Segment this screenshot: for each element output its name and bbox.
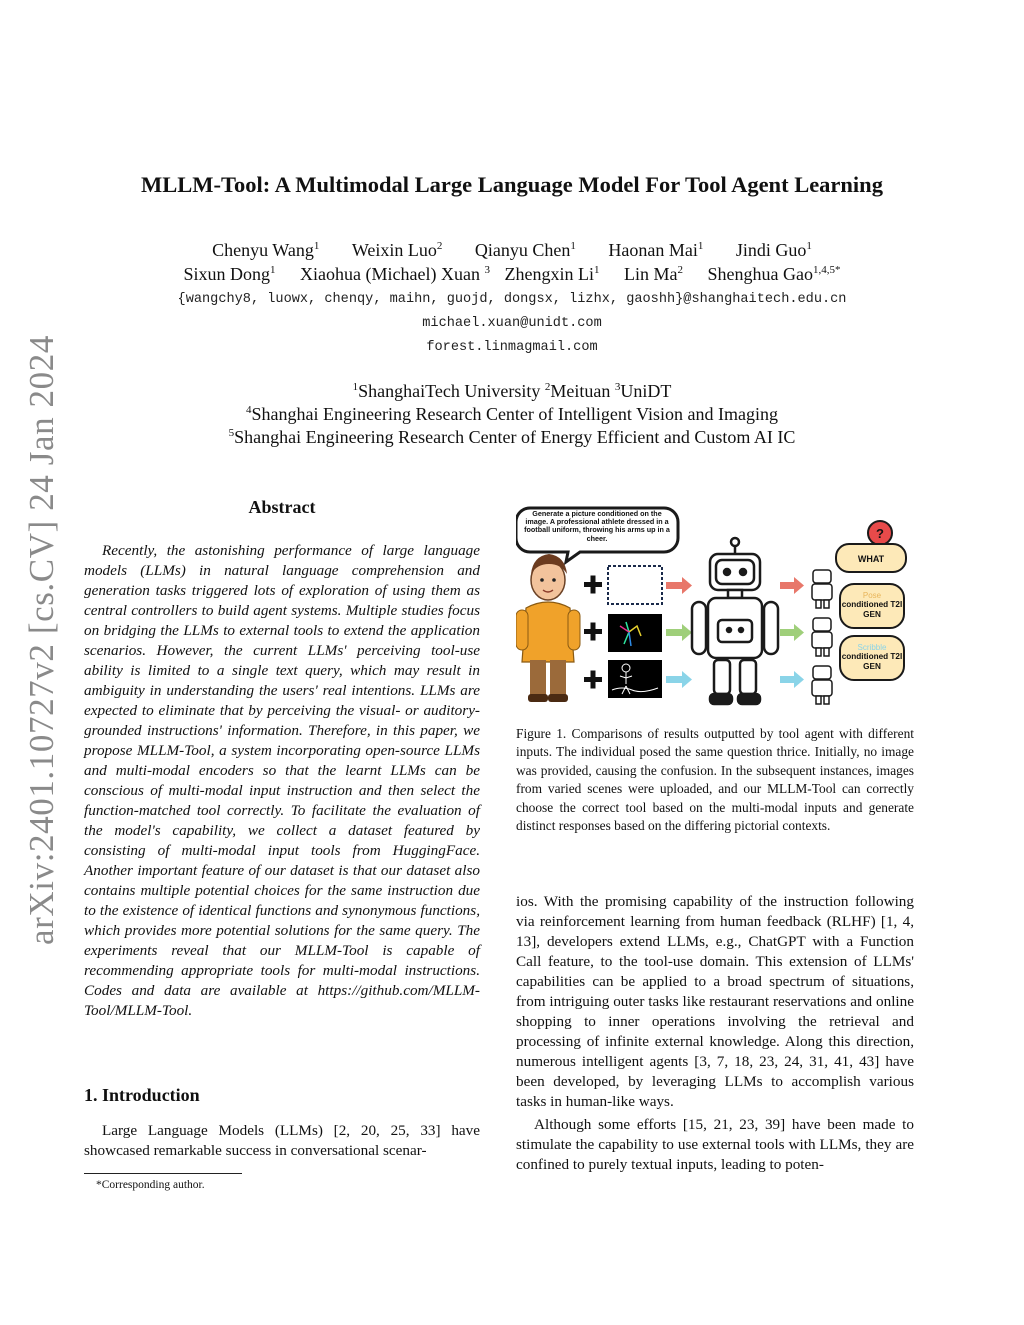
author-list-row-1 (0, 240, 1024, 261)
pose-image (608, 614, 662, 652)
person-illustration (516, 554, 580, 702)
author-list-row-2 (0, 264, 1024, 285)
affiliation-line-1: $^1$ShanghaiTech University $^2$Meituan $^3$UniDT (352, 381, 672, 401)
abstract-heading: Abstract (248, 497, 316, 517)
figure-1-caption: Figure 1. Comparisons of results outputted by tool agent with different inputs. The individual posed the same question thrice. Initially, no image was provided, causing the confusion. In the subsequent instances, images from varied scenes were uploaded, and our MLLM-Tool can correctly choose the correct tool based on the multi-modal inputs and generate distinct responses based on the differing pictorial contexts. (516, 726, 914, 834)
email-line-2: michael.xuan@unidt.com (422, 316, 602, 331)
footnote: *Corresponding author. (96, 1179, 205, 1191)
affiliation-line-2: $^4$Shanghai Engineering Research Center of Intelligent Vision and Imaging (246, 404, 778, 424)
author: Jindi Guo$^1$ (735, 240, 812, 260)
author: Zhengxin Li$^1$ (504, 264, 600, 284)
introduction-paragraph: ios. With the promising capability of the instruction following via reinforcement learning from human feedback (RLHF) [1, 4, 13], developers extend LLMs, e.g., ChatGPT with a Function Call feature, to the tool-use domain. This extension of LLMs' capabilities can be applied to a broad spectrum of situations, from intriguing outer tasks like restaurant reservations and online shopping to inner operations involving the retrieval and processing of infinite external knowledge. Along this direction, numerous intelligent agents [3, 7, 18, 23, 24, 31, 41, 43] have been developed, by leveraging LLMs to accomplish various tasks in human-like ways. (516, 893, 914, 1110)
introduction-right-column (516, 892, 914, 1175)
scribble-image (608, 660, 662, 698)
input-arrows (666, 577, 692, 688)
author: Haonan Mai$^1$ (608, 240, 704, 260)
author: Sixun Dong$^1$ (183, 264, 276, 284)
output-scribble-tool: conditioned T2I GEN (841, 652, 903, 671)
output-arrows (780, 577, 804, 688)
question-mark: ? (876, 526, 884, 541)
small-robot-icons (812, 570, 832, 704)
paper-title: MLLM-Tool: A Multimodal Large Language Model For Tool Agent Learning (141, 172, 883, 197)
footnote-rule (84, 1173, 242, 1174)
author: Lin Ma$^2$ (623, 264, 683, 284)
author: Weixin Luo$^2$ (351, 240, 443, 260)
introduction-heading: 1. Introduction (84, 1085, 200, 1105)
author: Chenyu Wang$^1$ (212, 240, 320, 260)
affiliation-line-3: $^5$Shanghai Engineering Research Center of Energy Efficient and Custom AI IC (228, 427, 796, 447)
speech-bubble-text: Generate a picture conditioned on the image. A professional athlete dressed in a football uniform, throwing his arms up in a cheer. (524, 510, 670, 543)
author: Shenghua Gao$^{1,4,5*}$ (707, 264, 841, 284)
introduction-paragraph: Although some efforts [15, 21, 23, 39] have been made to stimulate the capability to use external tools with LLMs, they are confined to purely textual inputs, leading to poten- (516, 1116, 914, 1173)
abstract-text: Recently, the astonishing performance of large language models (LLMs) in natural language comprehension and generation tasks triggered lots of exploration of using them as central controllers to build agent systems. Multiple studies focus on bridging the LLMs to external tools to extend the application scenarios. However, the current LLMs' perceiving tool-use ability is limited to a single text query, which may result in ambiguity in understanding the users' real intentions. LLMs are expected to eliminate that by perceiving the visual- or auditory-grounded instructions' information. Therefore, in this paper, we propose MLLM-Tool, a system incorporating open-source LLMs and multi-modal encoders so that the learnt LLMs can be conscious of multi-modal input instruction and then select the function-matched tool correctly. To facilitate the evaluation of the model's capability, we collect a dataset featured by consisting of multi-modal input tools from HuggingFace. Another important feature of our dataset is that our dataset also contains multiple potential choices for the same instruction due to the existence of identical functions and synonymous functions, which provides more potential solutions for the same query. The experiments reveal that our MLLM-Tool is capable of recommending appropriate tools for multi-modal instructions. Codes and data are available at https://github.com/MLLM-Tool/MLLM-Tool. (84, 542, 480, 1019)
plus-icons (584, 576, 602, 689)
email-line-3: forest.linmagmail.com (426, 340, 598, 355)
output-pose-tool: conditioned T2I GEN (841, 600, 903, 619)
arxiv-identifier: arXiv:2401.10727v2 [cs.CV] 24 Jan 2024 (22, 335, 61, 945)
output-pose-label: Pose (862, 591, 882, 600)
robot-agent-illustration (692, 538, 778, 704)
email-line-1: {wangchy8, luowx, chenqy, maihn, guojd, dongsx, lizhx, gaoshh}@shanghaitech.edu.cn (177, 292, 847, 307)
author: Qianyu Chen$^1$ (474, 240, 576, 260)
introduction-paragraph: Large Language Models (LLMs) [2, 20, 25, 33] have showcased remarkable success in conversational scenar- (84, 1122, 480, 1159)
empty-image-placeholder (608, 566, 662, 604)
author: Xiaohua (Michael) Xuan $^3$ (300, 264, 490, 284)
output-what-label: WHAT (857, 554, 885, 564)
figure-1 (516, 504, 914, 712)
output-scribble-label: Scribble (857, 643, 887, 652)
figure-1-illustration (516, 504, 914, 712)
